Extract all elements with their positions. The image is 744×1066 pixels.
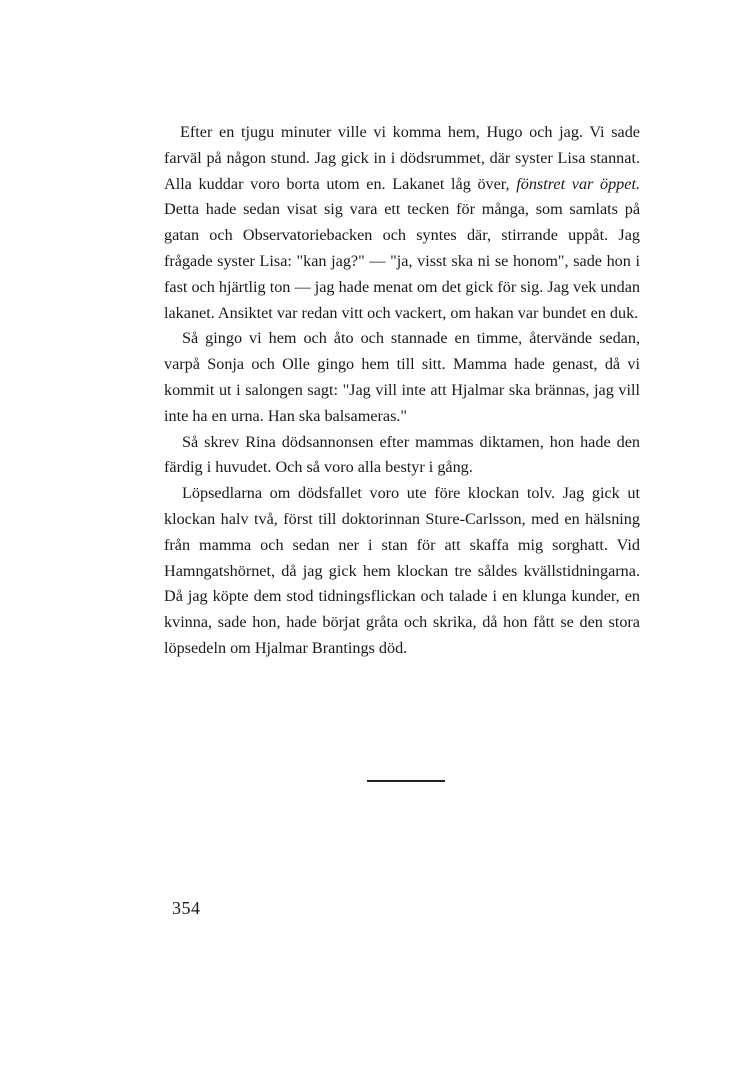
paragraph	[164, 481, 640, 662]
section-divider	[367, 780, 445, 782]
paragraph	[164, 326, 640, 429]
paragraph-text: Så skrev Rina dödsannonsen efter mammas diktamen, hon hade den färdig i huvudet. Och så voro alla bestyr i gång.	[164, 432, 640, 477]
paragraph-text: Så gingo vi hem och åto och stannade en timme, återvände sedan, varpå Sonja och Olle gingo hem till sitt. Mamma hade genast, då vi kommit ut i salongen sagt: "Jag vill inte att Hjalmar ska brännas, jag vill inte ha en urna. Han ska balsameras."	[164, 329, 640, 425]
body-text	[164, 120, 640, 662]
paragraph-text: Löpsedlarna om dödsfallet voro ute före klockan tolv. Jag gick ut klockan halv två, först till doktorinnan Sture-Carlsson, med en hälsning från mamma och sedan ner i stan för att skaffa mig sorghatt. Vid Hamngatshörnet, då jag gick hem klockan tre såldes kvällstidningarna. Då jag köpte dem stod tidningsflickan och talade i en klunga kunder, en kvinna, sade hon, hade börjat gråta och skrika, då hon fått se den stora löpsedeln om Hjalmar Brantings död.	[164, 484, 640, 657]
paragraph-text: Detta hade sedan visat sig vara ett tecken för många, som samlats på gatan och Observatoriebacken och syntes där, stirrande uppåt. Jag frågade syster Lisa: "kan jag?" — "ja, visst ska ni se honom", sade hon i fast och hjärtlig ton — jag hade menat om det gick för sig. Jag vek undan lakanet. Ansiktet var redan vitt och vackert, om hakan var bundet en duk.	[164, 200, 640, 322]
emphasized-text: fönstret var öppet.	[516, 174, 640, 193]
paragraph-text: Efter en tjugu minuter ville vi komma hem, Hugo och jag. Vi sade farväl på någon stund. Jag gick in i dödsrummet, där syster Lisa stannat. Alla kuddar voro borta utom en. Lakanet låg över,	[164, 123, 640, 193]
paragraph	[164, 430, 640, 482]
page-number: 354	[172, 898, 201, 918]
paragraph	[164, 120, 640, 326]
